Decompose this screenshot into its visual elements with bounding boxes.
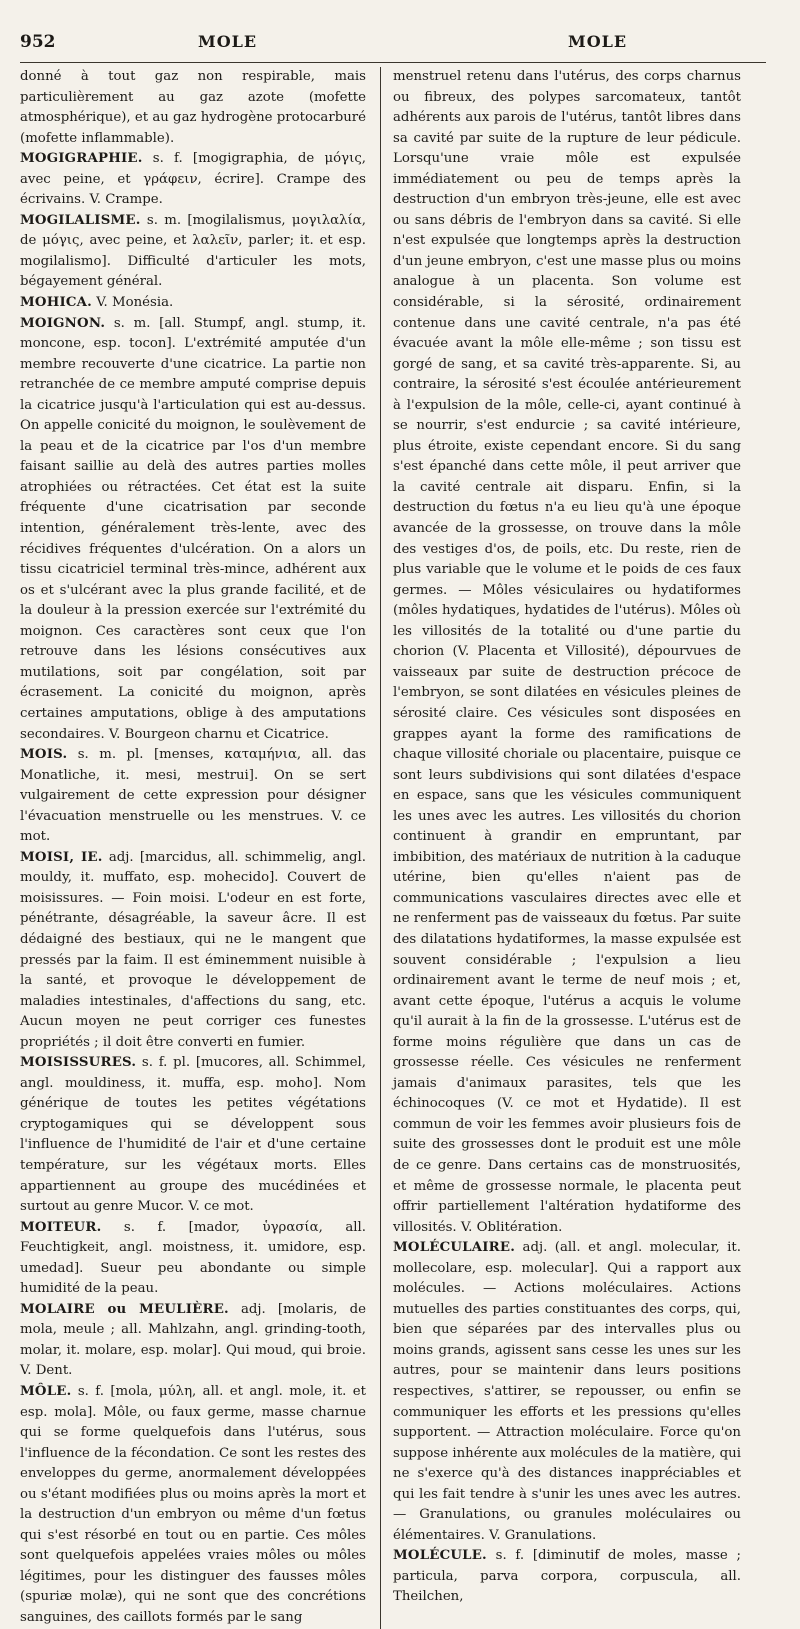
entry-definition: s. f. pl. [mucores, all. Schimmel, angl. mouldiness, it. muffa, esp. moho]. Nom générique de toutes les petites végétations cryptogamiques qui se développent sous l'influence de l'humidité de l'air et d'une certaine température, sur les végétaux morts. Elles appartiennent au groupe des mucédinées et surtout au genre Mucor. V. ce mot. — [20, 1055, 366, 1215]
entry-headword: MOGIGRAPHIE. — [20, 151, 143, 167]
entry-headword: MOIS. — [20, 747, 68, 763]
entry-definition: adj. [molaris, de mola, meule ; all. Mahlzahn, angl. grinding-tooth, molar, it. molare, esp. molar]. Qui moud, qui broie. V. Dent. — [20, 1301, 366, 1379]
dictionary-entry — [20, 745, 366, 848]
dictionary-entry — [393, 1546, 741, 1608]
page-number: 952 — [20, 32, 56, 52]
continued-text: menstruel retenu dans l'utérus, des corps charnus ou fibreux, des polypes sarcomateux, tantôt adhérents aux parois de l'utérus, tantôt libres dans sa cavité par suite de la rupture de leur pédicule. Lorsqu'une vraie môle est expulsée immédiatement ou peu de temps après la destruction d'un embryon très-jeune, elle est avec ou sans débris de l'embryon dans sa cavité. Si elle n'est expulsée que longtemps après la destruction d'un jeune embryon, c'est une masse plus ou moins analogue à un placenta. Son volume est considérable, si la sérosité, ordinairement contenue dans une cavité centrale, n'a pas été évacuée avant la môle elle-même ; son tissu est gorgé de sang, et sa cavité très-apparente. Si, au contraire, la sérosité s'est écoulée antérieurement à l'expulsion de la môle, celle-ci, ayant continué à se nourrir, s'est endurcie ; sa cavité intérieure, plus étroite, existe cependant encore. Si du sang s'est épanché dans cette môle, il peut arriver que la cavité centrale ait disparu. Enfin, si la destruction du fœtus n'a eu lieu qu'à une époque avancée de la grossesse, on trouve dans la môle des vestiges d'os, de poils, etc. Du reste, rien de plus variable que le volume et le poids de ces faux germes. — Môles vésiculaires ou hydatiformes (môles hydatiques, hydatides de l'utérus). Môles où les villosités de la totalité ou d'une partie du chorion (V. Placenta et Villosité), dépourvues de vaisseaux par suite de destruction précoce de l'embryon, se sont dilatées en vésicules pleines de sérosité claire. Ces vésicules sont disposées en grappes ayant la forme des ramifications de chaque villosité choriale ou placentaire, puisque ce sont leurs subdivisions qui sont dilatées d'espace en espace, sans que les vésicules communiquent les unes avec les autres. Les villosités du chorion continuent à grandir en empruntant, par imbibition, des matériaux de nutrition à la caduque utérine, bien qu'elles n'aient pas de communications vasculaires directes avec elle et ne renferment pas de vaisseaux du fœtus. Par suite des dilatations hydatiformes, la masse expulsée est souvent considérable ; l'expulsion a lieu ordinairement avant le terme de neuf mois ; et, avant cette époque, l'utérus a acquis le volume qu'il aurait à la fin de la grossesse. L'utérus est de forme moins régulière que dans un cas de grossesse réelle. Ces vésicules ne renferment jamais d'animaux parasites, tels que les échinocoques (V. ce mot et Hydatide). Il est commun de voir les femmes avoir plusieurs fois de suite des grossesses dont le produit est une môle de ce genre. Dans certains cas de monstruosités, et même de grossesse normale, le placenta peut offrir partiellement l'altération hydatiforme des villosités. V. Oblitération. — [393, 69, 741, 1235]
entry-headword: MOISISSURES. — [20, 1055, 137, 1071]
entry-definition: adj. [marcidus, all. schimmelig, angl. mouldy, it. muffato, esp. mohecido]. Couvert de moisissures. — Foin moisi. L'odeur en est forte, pénétrante, désagréable, la saveur âcre. Il est dédaigné des bestiaux, qui ne le mangent que pressés par la faim. Il est éminemment nuisible à la santé, et provoque le développement de maladies intestinales, d'affections du sang, etc. Aucun moyen ne peut corriger ces funestes propriétés ; il doit être converti en fumier. — [20, 849, 366, 1050]
entry-definition: s. f. [mador, ὑγρασία, all. Feuchtigkeit, angl. moistness, it. umidore, esp. umedad]. Sueur peu abondante ou simple humidité de la peau. — [20, 1219, 366, 1297]
dictionary-entry — [20, 1300, 366, 1382]
entry-headword: MOHICA. — [20, 295, 93, 311]
entry-definition: s. m. [all. Stumpf, angl. stump, it. moncone, esp. tocon]. L'extrémité amputée d'un membre recouverte d'une cicatrice. La partie non retranchée de ce membre amputé comprise depuis la cicatrice jusqu'à l'articulation qui est au-dessus. On appelle conicité du moignon, le soulèvement de la peau et de la cicatrice par l'os d'un membre faisant saillie au delà des autres parties molles atrophiées ou rétractées. Cet état est la suite fréquente d'une cicatrisation par seconde intention, généralement très-lente, avec des récidives fréquentes d'ulcération. On a alors un tissu cicatriciel terminal très-mince, adhérent aux os et s'ulcérant avec la plus grande facilité, et de la douleur à la pression exercée sur l'extrémité du moignon. Ces caractères sont ceux que l'on retrouve dans les lésions consécutives aux mutilations, soit par congélation, soit par écrasement. La conicité du moignon, après certaines amputations, oblige à des amputations secondaires. V. Bourgeon charnu et Cicatrice. — [20, 315, 366, 742]
dictionary-entry — [20, 1382, 366, 1629]
entry-definition: adj. (all. et angl. molecular, it. mollecolare, esp. molecular]. Qui a rapport aux molécules. — Actions moléculaires. Actions mutuelles des parties constituantes des corps, qui, bien que séparées par des intervalles plus ou moins grands, agissent sans cesse les unes sur les autres, pour se maintenir dans leurs positions respectives, s'attirer, se repousser, ou enfin se communiquer les efforts et les pressions qu'elles supportent. — Attraction moléculaire. Force qu'on suppose inhérente aux molécules de la matière, qui ne s'exerce qu'à des distances inappréciables et qui les fait tendre à s'unir les unes avec les autres. — Granulations, ou granules moléculaires ou élémentaires. V. Granulations. — [393, 1240, 741, 1543]
dictionary-entry — [20, 848, 366, 1053]
entry-headword: MOITEUR. — [20, 1219, 102, 1235]
dictionary-entry — [20, 149, 366, 211]
entry-definition: s. m. pl. [menses, καταμήνια, all. das Monatliche, it. mesi, mestrui]. On se sert vulgairement de cette expression pour désigner l'évacuation menstruelle ou les menstrues. V. ce mot. — [20, 747, 366, 845]
dictionary-entry — [20, 211, 366, 293]
dictionary-entry — [20, 1053, 366, 1217]
entry-headword: MOLÉCULE. — [393, 1548, 487, 1564]
dictionary-entry — [20, 314, 366, 745]
page-header — [20, 28, 766, 63]
dictionary-entry — [20, 1218, 366, 1300]
entry-definition: V. Monésia. — [92, 295, 174, 311]
dictionary-entry — [393, 1238, 741, 1546]
continued-text: donné à tout gaz non respirable, mais particulièrement au gaz azote (mofette atmosphérique), et au gaz hydrogène protocarburé (mofette inflammable). — [20, 69, 366, 146]
left-column — [20, 67, 380, 1629]
entry-headword: MOGILALISME. — [20, 212, 141, 228]
entry-definition: s. f. [mogigraphia, de μόγις, avec peine, et γράφειν, écrire]. Crampe des écrivains. V. Crampe. — [20, 151, 366, 208]
running-head-left: MOLE — [198, 32, 258, 51]
entry-definition: s. f. [mola, μύλη, all. et angl. mole, it. et esp. mola]. Môle, ou faux germe, masse charnue qui se forme quelquefois dans l'utérus, sous l'influence de la fécondation. Ce sont les restes des enveloppes du germe, anormalement développées ou s'étant modifiées plus ou moins après la mort et la destruction d'un embryon ou même d'un fœtus qui s'est résorbé en tout ou en partie. Ces môles sont quelquefois appelées vraies môles ou môles légitimes, pour les distinguer des fausses môles (spuriæ molæ), qui ne sont que des concrétions sanguines, des caillots formés par le sang — [20, 1384, 366, 1626]
entry-headword: MOISI, IE. — [20, 849, 103, 865]
right-column — [381, 67, 741, 1629]
entry-definition: s. f. [diminutif de moles, masse ; particula, parva corpora, corpuscula, all. Theilchen, — [393, 1548, 741, 1605]
entry-definition: s. m. [mogilalismus, μογιλαλία, de μόγις, avec peine, et λαλεῖν, parler; it. et esp. mogilalismo]. Difficulté d'articuler les mots, bégayement général. — [20, 212, 366, 290]
entry-headword: MOLAIRE ou MEULIÈRE. — [20, 1301, 229, 1317]
two-column-body — [20, 67, 766, 1629]
dictionary-entry — [20, 293, 366, 314]
entry-headword: MÔLE. — [20, 1384, 72, 1399]
entry-headword: MOIGNON. — [20, 315, 106, 331]
running-head-right: MOLE — [568, 32, 628, 51]
entry-headword: MOLÉCULAIRE. — [393, 1240, 516, 1256]
